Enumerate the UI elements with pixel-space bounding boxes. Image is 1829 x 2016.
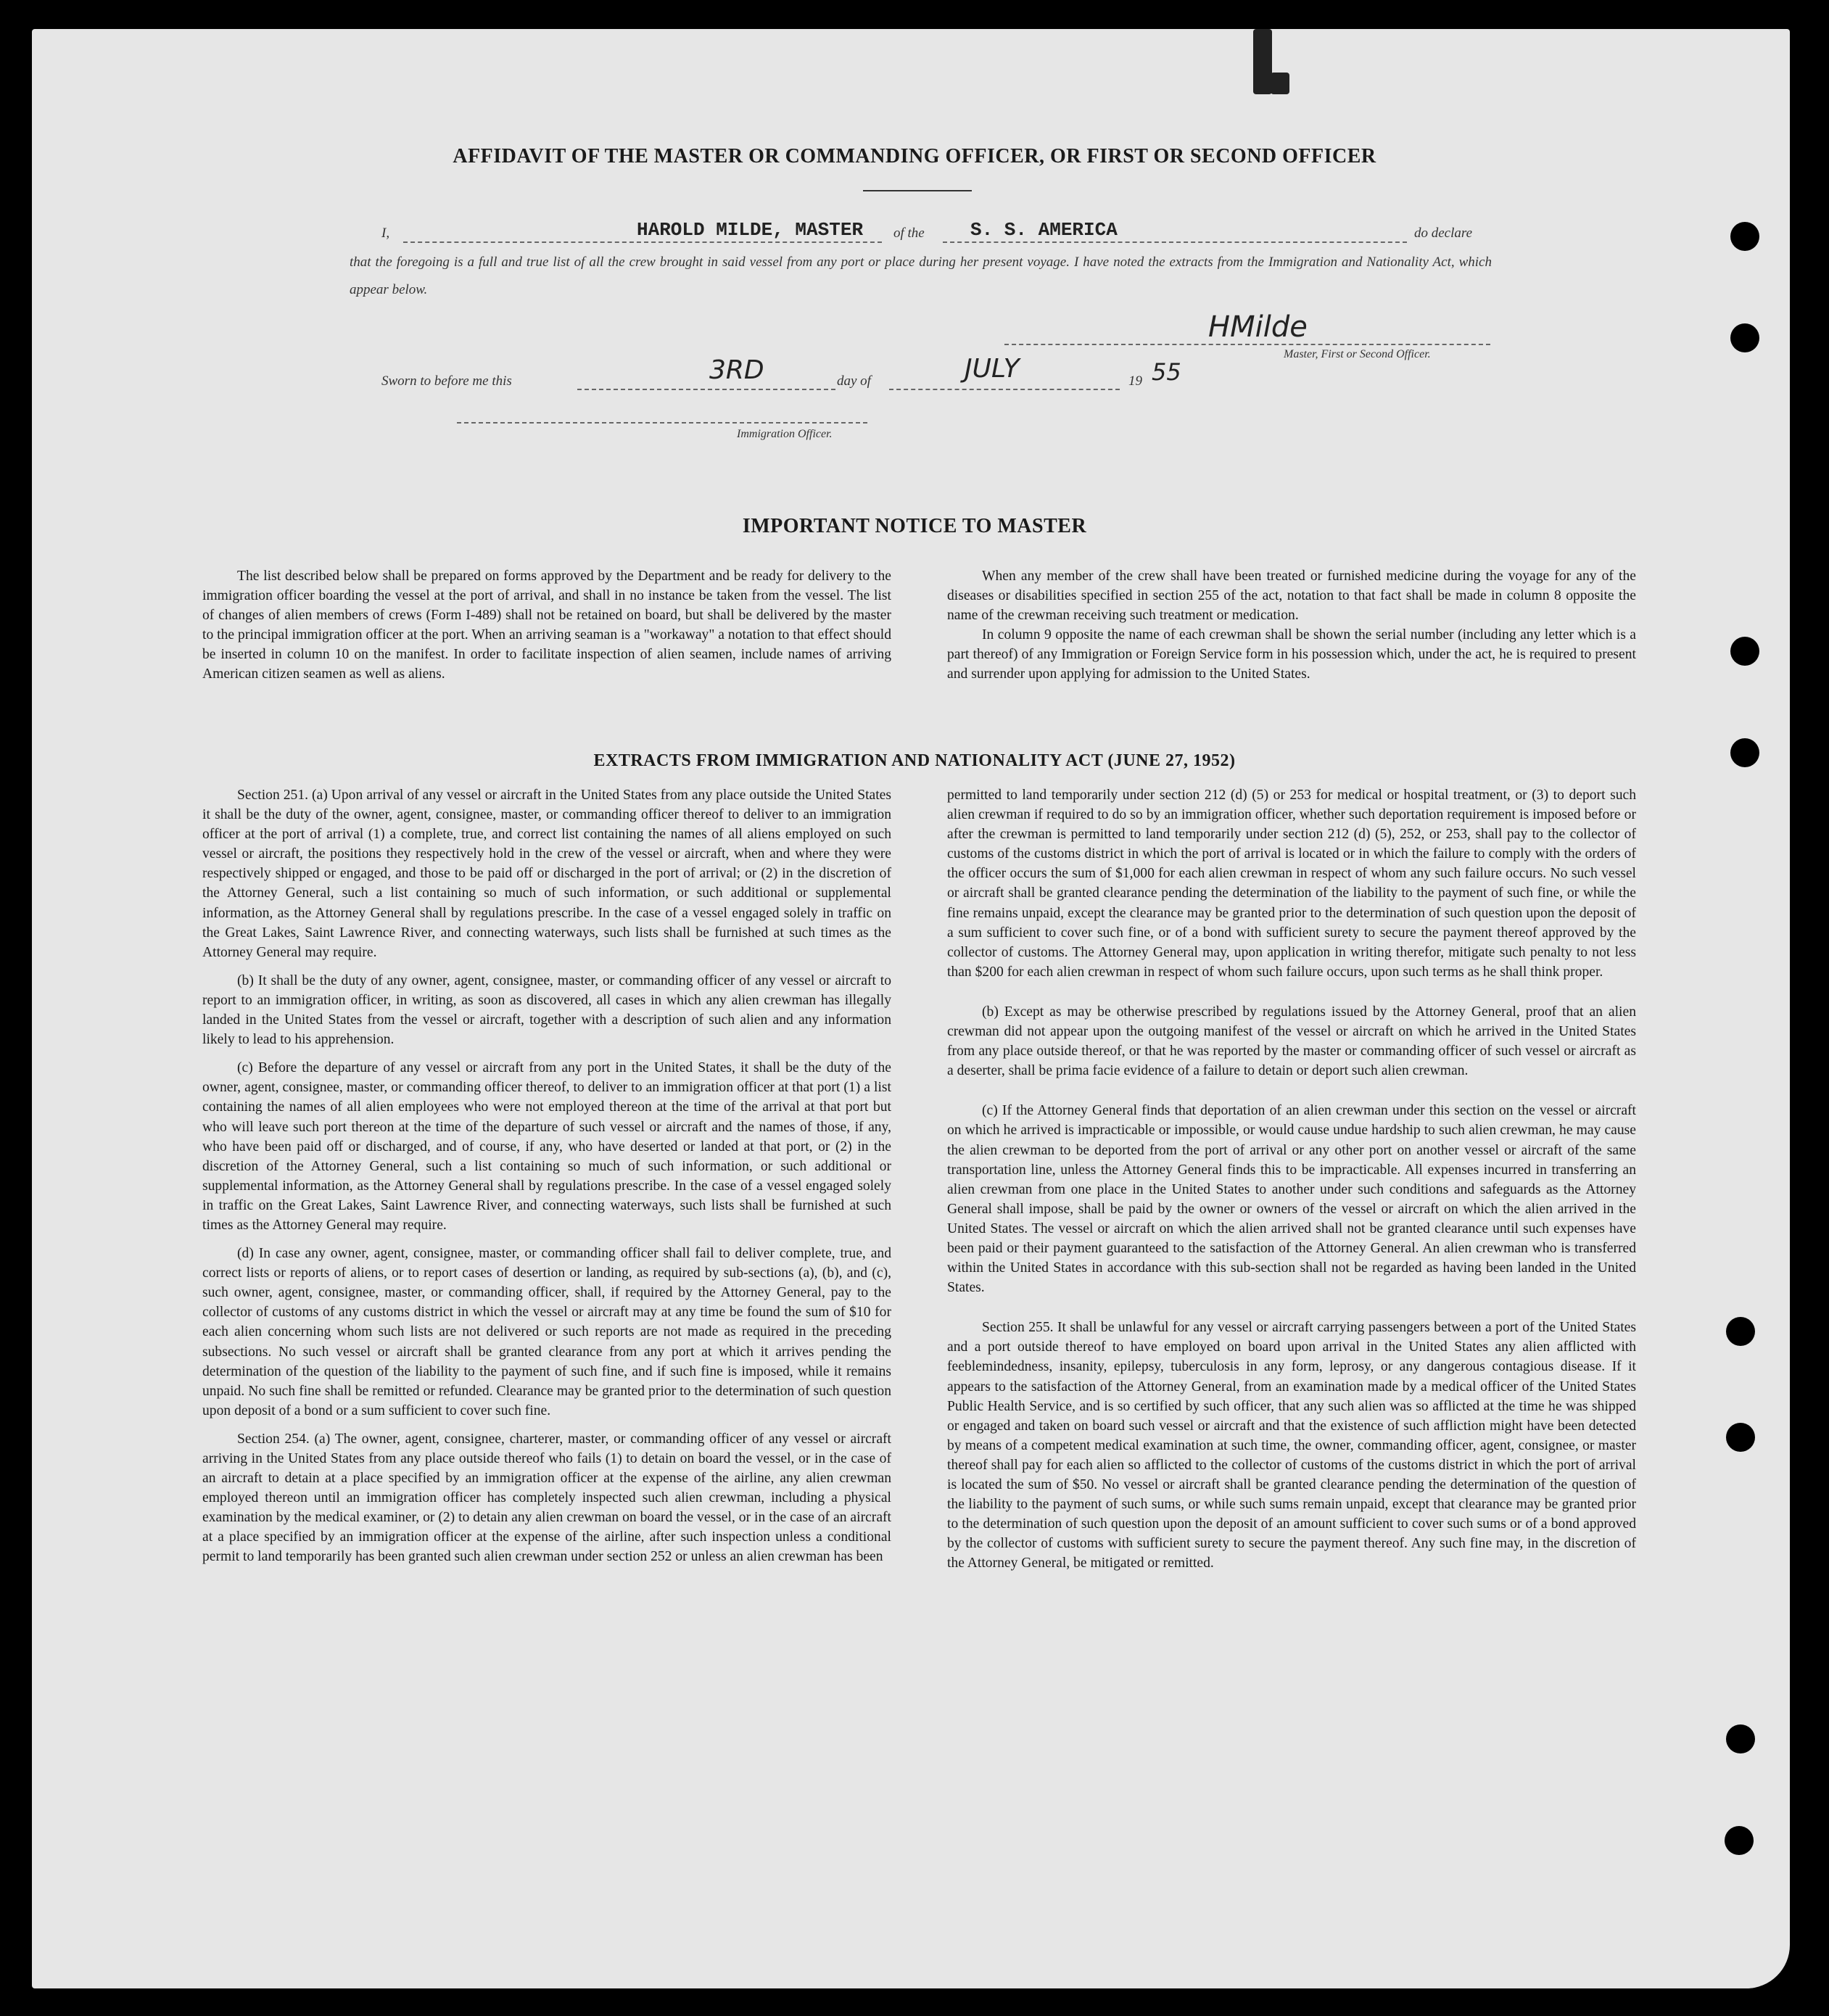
notice-title: IMPORTANT NOTICE TO MASTER: [742, 515, 1087, 537]
officer-signature-line: [457, 422, 867, 424]
binder-hole: [1726, 1423, 1755, 1452]
month-value: JULY: [965, 354, 1020, 384]
i-label: I,: [381, 226, 390, 241]
section-251-d: (d) In case any owner, agent, consignee, master, or commanding officer shall fail to deliver complete, true, and correct lists or reports of aliens, or to report cases of desertion or landing, as required by sub-sections (a), (b), and (c), such owner, agent, consignee, master, or commanding officer, shall, if required by the Attorney General, pay to the collector of customs of any customs district in which the vessel or aircraft may at any time be found the sum of $10 for each alien concerning whom such lists are not delivered or such reports are not made as required in the preceding subsections. No such vessel or aircraft shall be granted clearance from any port at which it arrives pending the determination of the question of the liability to the payment of such fine, and if such fine is imposed, while it remains unpaid. No such fine shall be remitted or refunded. Clearance may be granted prior to the determination of such question upon deposit of a bond or a sum sufficient to cover such fine.: [202, 1246, 891, 1418]
title-rule: [863, 190, 972, 191]
sworn-label: Sworn to before me this: [381, 373, 512, 389]
declaration-text: that the foregoing is a full and true list of all the crew brought in said vessel from any port or place during her present voyage. I have noted the extracts from the Immigration and Nationality Act, which appear below.: [350, 255, 1492, 297]
extracts-left-column: [202, 785, 891, 1576]
binder-hole: [1726, 1317, 1755, 1346]
affidavit-title: AFFIDAVIT OF THE MASTER OR COMMANDING OFFICER, OR FIRST OR SECOND OFFICER: [453, 145, 1376, 168]
master-signature: HMilde: [1208, 310, 1308, 344]
section-251-a: Section 251. (a) Upon arrival of any vessel or aircraft in the United States from any place outside the United States it shall be the duty of the owner, agent, consignee, master, or commanding officer thereof to deliver to an immigration officer at the port of arrival (1) a complete, true, and correct list containing the names of all aliens employed on such vessel or aircraft, the positions they respectively hold in the crew of the vessel or aircraft, when and where they were respectively shipped or engaged, and those to be paid off or discharged in the port of arrival; or (2) in the discretion of the Attorney General, such a list containing so much of such information, or such additional or supplemental information, as the Attorney General shall by regulations prescribe. In the case of a vessel engaged solely in traffic on the Great Lakes, Saint Lawrence River, and connecting waterways, such lists shall be furnished at such times as the Attorney General may require.: [202, 788, 891, 960]
section-254-a-continued: permitted to land temporarily under section 212 (d) (5) or 253 for medical or hospital treatment, or (3) to deport such alien crewman if required to do so by an immigration officer, whether such deportation requirement is imposed before or after the crewman is permitted to land temporarily under section 212 (d) (5), 252, or 253, shall pay to the collector of customs of the customs district in which the port of arrival is located or in which the failure to comply with the orders of the officer occurs the sum of $1,000 for each alien crewman in respect of whom any such failure occurs. No such vessel or aircraft shall be granted clearance pending the determination of the liability to the payment of such fine, or while the fine remains unpaid, except the clearance may be granted prior to the determination of such question upon the deposit of a sum sufficient to cover such fine, or of a bond with sufficient surety to secure the payment thereof approved by the collector of customs. The Attorney General may, upon application in writing therefor, mitigate such penalty to not less than $200 for each alien crewman in respect of whom such failure occurs, upon such terms as he shall think proper.: [947, 788, 1636, 980]
section-251-b: (b) It shall be the duty of any owner, agent, consignee, master, or commanding officer of any vessel or aircraft to report to an immigration officer, in writing, as soon as discovered, all cases in which any alien crewman has illegally landed in the United States from the vessel or aircraft, together with a description of such alien and any information likely to lead to his apprehension.: [202, 972, 891, 1048]
day-line: [577, 389, 835, 390]
month-line: [889, 389, 1120, 390]
section-251-c: (c) Before the departure of any vessel or aircraft from any port in the United States, it shall be the duty of the owner, agent, consignee, master, or commanding officer thereof, to deliver to an immigration officer at that port (1) a list containing the names of all alien employees who were not employed thereon at the time of the arrival at that port but who will leave such port thereon at the time of the departure of such vessel or aircraft and the names of those, if any, who have been paid off or discharged, and of course, if any, who have deserted or landed at that port, or (2) in the discretion of the Attorney General, such a list containing so much of such information, or such additional or supplemental information, as the Attorney General shall by regulations prescribe. In the case of a vessel engaged solely in traffic on the Great Lakes, Saint Lawrence River, and connecting waterways, such lists shall be furnished at such times as the Attorney General may require.: [202, 1060, 891, 1233]
year-value: 55: [1152, 358, 1181, 386]
extracts-title: EXTRACTS FROM IMMIGRATION AND NATIONALITY ACT (JUNE 27, 1952): [593, 751, 1236, 770]
extracts-right-column: [947, 785, 1636, 1582]
notice-left-column: [202, 566, 891, 693]
of-the-label: of the: [893, 226, 925, 241]
officer-caption: Immigration Officer.: [737, 428, 833, 440]
signature-line: [1004, 344, 1490, 345]
section-254-c: (c) If the Attorney General finds that deportation of an alien crewman under this section on the vessel or aircraft on which he arrived is impracticable or impossible, or would cause undue hardship to such alien crewman, he may cause the alien crewman to be deported from the port of arrival or any other port on another vessel or aircraft of the same transportation line, unless the Attorney General finds this to be impracticable. All expenses incurred in transferring an alien crewman from one place in the United States to another under such conditions and safeguards as the Attorney General shall impose, shall be paid by the owner or owners of the vessel or aircraft on which the alien arrived in the United States. The vessel or aircraft on which the alien arrived shall not be granted clearance until such expenses have been paid or their payment guaranteed to the satisfaction of the Attorney General. An alien crewman who is transferred within the United States in accordance with this sub-section shall not be regarded as having been landed in the United States.: [947, 1103, 1636, 1296]
notice-left-paragraph: The list described below shall be prepared on forms approved by the Department and be ready for delivery to the immigration officer boarding the vessel at the port of arrival, and shall in no instance be taken from the vessel. The list of changes of alien members of crews (Form I-489) shall not be retained on board, but shall be delivered by the master to the principal immigration officer at the port. When an arriving seaman is a "workaway" a notation to that effect should be inserted in column 10 on the manifest. In order to facilitate inspection of alien seamen, include names of arriving American citizen seamen as well as aliens.: [202, 569, 891, 682]
day-of-label: day of: [837, 373, 871, 389]
section-255: Section 255. It shall be unlawful for any vessel or aircraft carrying passengers between a port of the United States and a port outside thereof to have employed on board upon arrival in the United States any alien afflicted with feeblemindedness, insanity, epilepsy, tuberculosis in any form, leprosy, or any dangerous contagious disease. If it appears to the satisfaction of the Attorney General, from an examination made by a medical officer of the United States Public Health Service, and is so certified by such officer, that any such alien was so afflicted at the time he was shipped or engaged and taken on board such vessel or aircraft and that the existence of such affliction might have been detected by means of a competent medical examination at such time, the owner, commanding officer, agent, consignee, or master thereof shall pay for each alien so afflicted to the collector of customs of the customs district in which the port of arrival is located the sum of $50. No vessel or aircraft shall be granted clearance pending the determination of the question of the liability to the payment of such sums, or while such sums remain unpaid, except that clearance may be granted prior to the determination of such question upon the deposit of an amount sufficient to cover such sums or of a bond approved by the collector of customs with sufficient surety to secure the payment thereof. Any such fine may, in the discretion of the Attorney General, be mitigated or remitted.: [947, 1320, 1636, 1571]
binder-hole: [1730, 637, 1759, 666]
notice-right-column: [947, 566, 1636, 693]
binder-hole: [1726, 1724, 1755, 1753]
scan-smudge: [1271, 73, 1289, 94]
notice-right-paragraph-1: When any member of the crew shall have been treated or furnished medicine during the voyage for any of the diseases or disabilities specified in section 255 of the act, notation to that fact shall be made in column 8 opposite the name of the crewman receiving such treatment or medication.: [947, 569, 1636, 624]
name-line: [403, 241, 882, 243]
day-value: 3RD: [709, 355, 764, 385]
section-254-a: Section 254. (a) The owner, agent, consignee, charterer, master, or commanding officer of any vessel or aircraft arriving in the United States from any place outside thereof who fails (1) to detain on board the vessel, or in the case of an aircraft to detain at a place specified by an immigration officer at the expense of the airline, any alien crewman employed thereon until an immigration officer has completely inspected such alien crewman, including a physical examination by the medical examiner, or (2) to detain any alien crewman on board the vessel, or in the case of an aircraft at a place specified by an immigration officer at the expense of the airline, after such inspection unless a conditional permit to land temporarily has been granted such alien crewman under section 252 or unless an alien crewman has been: [202, 1431, 891, 1565]
signer-caption: Master, First or Second Officer.: [1284, 348, 1431, 360]
vessel-line: [943, 241, 1407, 243]
master-name-value: HAROLD MILDE, MASTER: [637, 219, 864, 241]
notice-right-paragraph-2: In column 9 opposite the name of each crewman shall be shown the serial number (including any letter which is a part thereof) of any Immigration or Foreign Service form in his possession which, under the act, he is required to present and surrender upon applying for admission to the United States.: [947, 627, 1636, 682]
binder-hole: [1730, 323, 1759, 352]
scan-smudge: [1253, 29, 1272, 94]
year-prefix: 19: [1128, 373, 1142, 389]
do-declare-label: do declare: [1414, 226, 1473, 241]
binder-hole: [1725, 1826, 1754, 1855]
vessel-name-value: S. S. AMERICA: [970, 219, 1118, 241]
section-254-b: (b) Except as may be otherwise prescribed by regulations issued by the Attorney General, proof that an alien crewman did not appear upon the outgoing manifest of the vessel or aircraft on which he arrived in the United States from any place outside thereof, or that he was reported by the master or commanding officer of such vessel or aircraft as a deserter, shall be prima facie evidence of a failure to detain or deport such alien crewman.: [947, 1004, 1636, 1079]
binder-hole: [1730, 222, 1759, 251]
